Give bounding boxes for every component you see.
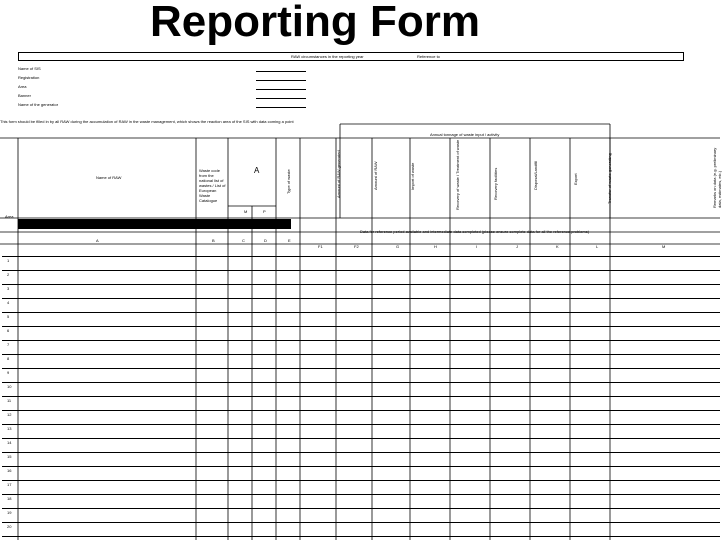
instructions-note: This form should be filled in by all RAW during the accumulation of RAW in the waste management, which shows the reaction area of the SIS with data coming a point xyxy=(0,119,294,124)
rotated-header: Disposal/Landfill xyxy=(533,160,538,190)
row-number: 2 xyxy=(7,272,10,277)
row-number: 14 xyxy=(7,440,12,445)
column-letter: F2 xyxy=(354,244,359,249)
table-row[interactable] xyxy=(2,312,720,313)
table-row[interactable] xyxy=(2,256,720,257)
table-row[interactable] xyxy=(2,452,720,453)
column-letter: G xyxy=(396,244,400,249)
meta-field-label: Banner xyxy=(18,93,31,98)
page-title: Reporting Form xyxy=(150,0,480,46)
column-letter: J xyxy=(516,244,518,249)
table-row[interactable] xyxy=(2,396,720,397)
meta-field[interactable] xyxy=(18,66,318,75)
column-letter: I xyxy=(476,244,478,249)
rotated-header: Recovery facilities xyxy=(493,167,498,200)
area-label: Area xyxy=(5,214,14,219)
meta-field[interactable] xyxy=(18,84,318,93)
table-row[interactable] xyxy=(2,508,720,509)
meta-field-label: Registration xyxy=(18,75,40,80)
table-row[interactable] xyxy=(2,438,720,439)
row-number: 11 xyxy=(7,398,12,403)
meta-field[interactable] xyxy=(18,75,318,84)
header-bar-left-text: RAW circumstances in the reporting year xyxy=(291,54,364,59)
table-row[interactable] xyxy=(2,536,720,537)
meta-field-label: Name of the generator xyxy=(18,102,59,107)
meta-field-label: Area xyxy=(18,84,27,89)
table-row[interactable] xyxy=(2,382,720,383)
table-row[interactable] xyxy=(2,522,720,523)
col-p-header: P xyxy=(263,209,266,214)
rotated-header: Export xyxy=(573,173,578,185)
name-of-raw-header: Name of RAW xyxy=(96,175,122,180)
col-a-symbol: A xyxy=(254,166,260,175)
meta-fields xyxy=(18,66,318,111)
rotated-header: Import of waste xyxy=(410,162,415,190)
column-letter: H xyxy=(434,244,437,249)
data-banner: Data for reference period available and intermediate data completed (please ensure complete data for all the reference problems) xyxy=(360,229,590,234)
type-of-waste-header: Type of waste xyxy=(286,169,291,194)
row-number: 19 xyxy=(7,510,12,515)
row-number: 18 xyxy=(7,496,12,501)
header-bar-right-text: Reference to xyxy=(417,54,440,59)
table-row[interactable] xyxy=(2,284,720,285)
column-letter: E xyxy=(288,238,291,243)
row-number: 6 xyxy=(7,328,10,333)
column-letter: D xyxy=(264,238,267,243)
column-letter: B xyxy=(212,238,215,243)
meta-field-line xyxy=(256,98,306,99)
row-number: 16 xyxy=(7,468,12,473)
table-row[interactable] xyxy=(2,326,720,327)
rotated-header: Transfer of waste generating xyxy=(607,153,612,204)
row-number: 15 xyxy=(7,454,12,459)
row-number: 13 xyxy=(7,426,12,431)
group-header: Annual tonnage of waste input / activity xyxy=(430,132,500,137)
meta-field-line xyxy=(256,71,306,72)
table-row[interactable] xyxy=(2,270,720,271)
waste-code-header: Waste code from the national list of wastes / List of European Waste Catalogue xyxy=(199,168,226,203)
meta-field-line xyxy=(256,80,306,81)
table-row[interactable] xyxy=(2,410,720,411)
row-number: 1 xyxy=(7,258,10,263)
column-letter: A xyxy=(96,238,99,243)
header-bar xyxy=(18,52,684,61)
row-number: 9 xyxy=(7,370,10,375)
meta-field-label: Name of SIS xyxy=(18,66,41,71)
column-letter: C xyxy=(242,238,245,243)
table-row[interactable] xyxy=(2,340,720,341)
column-letter: M xyxy=(662,244,666,249)
column-letter: K xyxy=(556,244,559,249)
meta-field[interactable] xyxy=(18,93,318,102)
table-row[interactable] xyxy=(2,466,720,467)
row-number: 5 xyxy=(7,314,10,319)
row-number: 4 xyxy=(7,300,10,305)
row-number: 17 xyxy=(7,482,12,487)
table-row[interactable] xyxy=(2,298,720,299)
rotated-header: Remarks on data (e.g. preliminary data, estimates, etc.) xyxy=(712,147,722,208)
row-number: 20 xyxy=(7,524,12,529)
row-number: 3 xyxy=(7,286,10,291)
table-row[interactable] xyxy=(2,354,720,355)
row-number: 12 xyxy=(7,412,12,417)
row-number: 10 xyxy=(7,384,12,389)
column-letter: L xyxy=(596,244,599,249)
col-m-header: M xyxy=(244,209,248,214)
row-number: 7 xyxy=(7,342,10,347)
table-row[interactable] xyxy=(2,424,720,425)
meta-field-line xyxy=(256,107,306,108)
table-row[interactable] xyxy=(2,494,720,495)
table-row[interactable] xyxy=(2,368,720,369)
table-row[interactable] xyxy=(2,480,720,481)
rotated-header: Amount of RAW xyxy=(373,161,378,190)
row-number: 8 xyxy=(7,356,10,361)
rotated-header: Amount of RAW generated xyxy=(336,150,341,198)
dark-band xyxy=(18,219,291,229)
meta-field[interactable] xyxy=(18,102,318,111)
meta-field-line xyxy=(256,89,306,90)
rotated-header: Recovery of waste / Treatment of waste xyxy=(455,139,460,210)
column-letter: F1 xyxy=(318,244,323,249)
